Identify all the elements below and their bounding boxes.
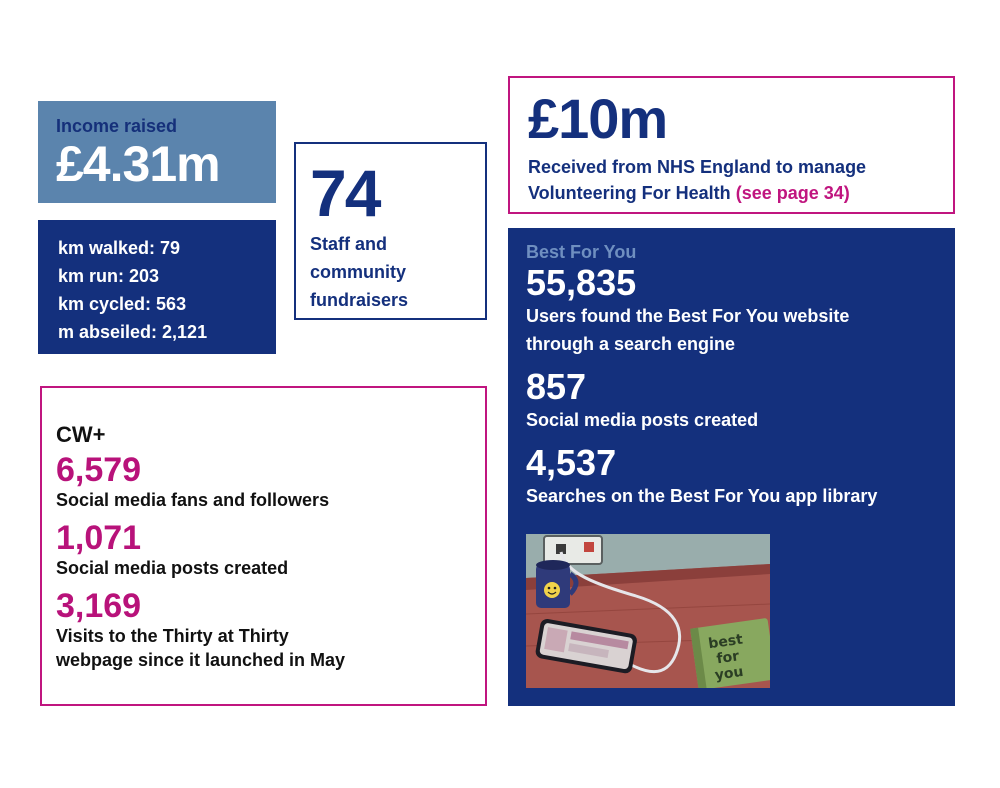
phone-charging-illustration (526, 534, 770, 688)
income-value: £4.31m (56, 136, 220, 192)
stat-description: webpage since it launched in May (56, 650, 346, 670)
stat-description: through a search engine (526, 334, 736, 354)
stat-description: Visits to the Thirty at Thirty (56, 626, 289, 646)
bfy-stat-social-posts (526, 368, 937, 434)
illustration-text: best (707, 631, 744, 653)
nhs-desc-line-2: Volunteering For Health (528, 183, 731, 203)
fundraisers-count: 74 (310, 156, 380, 230)
nhs-funding-description (528, 154, 935, 206)
cw-plus-heading: CW+ (56, 422, 106, 447)
activity-walked: km walked: 79 (58, 238, 181, 258)
best-for-you-panel (508, 228, 955, 706)
illustration-text: you (713, 663, 745, 684)
activity-stats-panel (38, 220, 276, 354)
stat-description: Users found the Best For You website (526, 306, 850, 326)
stat-number: 4,537 (526, 442, 617, 483)
fundraisers-desc-line: community (310, 262, 407, 282)
stat-description: Social media fans and followers (56, 490, 330, 510)
nhs-desc-line-1: Received from NHS England to manage (528, 157, 867, 177)
best-for-you-heading: Best For You (526, 242, 637, 262)
income-raised-panel (38, 101, 276, 203)
stat-number: 3,169 (56, 587, 142, 625)
activity-abseiled: m abseiled: 2,121 (58, 322, 208, 342)
cw-stat-fans (56, 452, 471, 512)
fundraisers-desc-line: Staff and (310, 234, 388, 254)
fundraisers-description (310, 230, 471, 314)
bfy-stat-search-users (526, 264, 937, 358)
bfy-stat-app-searches (526, 444, 937, 510)
fundraisers-panel (294, 142, 487, 320)
nhs-funding-panel (508, 76, 955, 214)
stat-description: Social media posts created (56, 558, 289, 578)
stat-number: 6,579 (56, 451, 142, 489)
cw-plus-panel (40, 386, 487, 706)
illustration-text: for (715, 648, 741, 668)
cw-stat-posts (56, 520, 471, 580)
stat-number: 55,835 (526, 262, 637, 303)
page-reference-link[interactable]: (see page 34) (735, 183, 850, 203)
activity-run: km run: 203 (58, 266, 160, 286)
fundraisers-desc-line: fundraisers (310, 290, 409, 310)
stat-number: 1,071 (56, 519, 142, 557)
income-label: Income raised (56, 116, 178, 136)
stat-description: Searches on the Best For You app library (526, 486, 878, 506)
stat-number: 857 (526, 366, 587, 407)
cw-stat-visits (56, 588, 471, 672)
nhs-funding-value: £10m (528, 87, 668, 150)
stat-description: Social media posts created (526, 410, 759, 430)
activity-cycled: km cycled: 563 (58, 294, 187, 314)
